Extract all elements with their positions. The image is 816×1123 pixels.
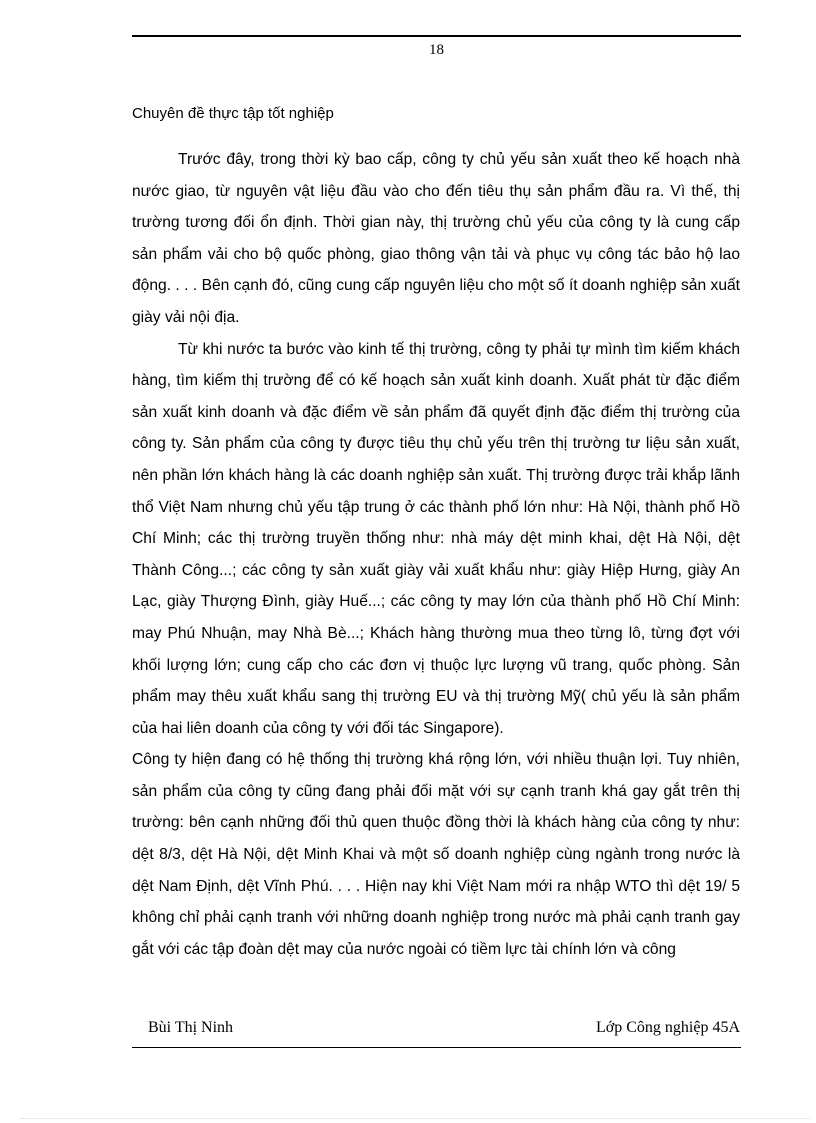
page-edge-divider	[20, 1118, 810, 1119]
page-number: 18	[429, 42, 444, 58]
footer-author: Bùi Thị Ninh	[148, 1019, 234, 1036]
body-text	[132, 144, 740, 965]
footer-rule	[132, 1047, 741, 1048]
header-rule	[132, 35, 741, 37]
paragraph-2: Từ khi nước ta bước vào kinh tế thị trường, công ty phải tự mình tìm kiếm khách hàng, tìm kiếm thị trường để có kế hoạch sản xuất kinh doanh. Xuất phát từ đặc điểm sản xuất kinh doanh và đặc điểm về sản phẩm đã quyết định đặc điểm thị trường của công ty. Sản phẩm của công ty được tiêu thụ chủ yếu trên thị trường tư liệu sản xuất, nên phần lớn khách hàng là các doanh nghiệp sản xuất. Thị trường được trải khắp lãnh thổ Việt Nam nhưng chủ yếu tập trung ở các thành phố lớn như: Hà Nội, thành phố Hồ Chí Minh; các thị trường truyền thống như: nhà máy dệt minh khai, dệt Hà Nội, dệt Thành Công...; các công ty sản xuất giày vải xuất khẩu như: giày Hiệp Hưng, giày An Lạc, giày Thượng Đình, giày Huế...; các công ty may lớn của thành phố Hồ Chí Minh: may Phú Nhuận, may Nhà Bè...; Khách hàng thường mua theo từng lô, từng đợt với khối lượng lớn; cung cấp cho các đơn vị thuộc lực lượng vũ trang, quốc phòng. Sản phẩm may thêu xuất khẩu sang thị trường EU và thị trường Mỹ( chủ yếu là sản phẩm của hai liên doanh của công ty với đối tác Singapore).	[132, 340, 740, 737]
running-title: Chuyên đề thực tập tốt nghiệp	[132, 105, 334, 122]
footer-class: Lớp Công nghiệp 45A	[595, 1019, 740, 1036]
paragraph-1: Trước đây, trong thời kỳ bao cấp, công ty chủ yếu sản xuất theo kế hoạch nhà nước giao, từ nguyên vật liệu đầu vào cho đến tiêu thụ sản phẩm đầu ra. Vì thế, thị trường tương đối ổn định. Thời gian này, thị trường chủ yếu của công ty là cung cấp sản phẩm vải cho bộ quốc phòng, giao thông vận tải và phục vụ công tác bảo hộ lao động. . . . Bên cạnh đó, cũng cung cấp nguyên liệu cho một số ít doanh nghiệp sản xuất giày vải nội địa.	[132, 151, 740, 326]
paragraph-3: Công ty hiện đang có hệ thống thị trường khá rộng lớn, với nhiều thuận lợi. Tuy nhiên, sản phẩm của công ty cũng đang phải đối mặt với sự cạnh tranh khá gay gắt trên thị trường: bên cạnh những đối thủ quen thuộc đồng thời là khách hàng của công ty như: dệt 8/3, dệt Hà Nội, dệt Minh Khai và một số doanh nghiệp cùng ngành trong nước là dệt Nam Định, dệt Vĩnh Phú. . . . Hiện nay khi Việt Nam mới ra nhập WTO thì dệt 19/ 5 không chỉ phải cạnh tranh với những doanh nghiệp trong nước mà phải cạnh tranh gay gắt với các tập đoàn dệt may của nước ngoài có tiềm lực tài chính lớn và công	[132, 751, 740, 958]
